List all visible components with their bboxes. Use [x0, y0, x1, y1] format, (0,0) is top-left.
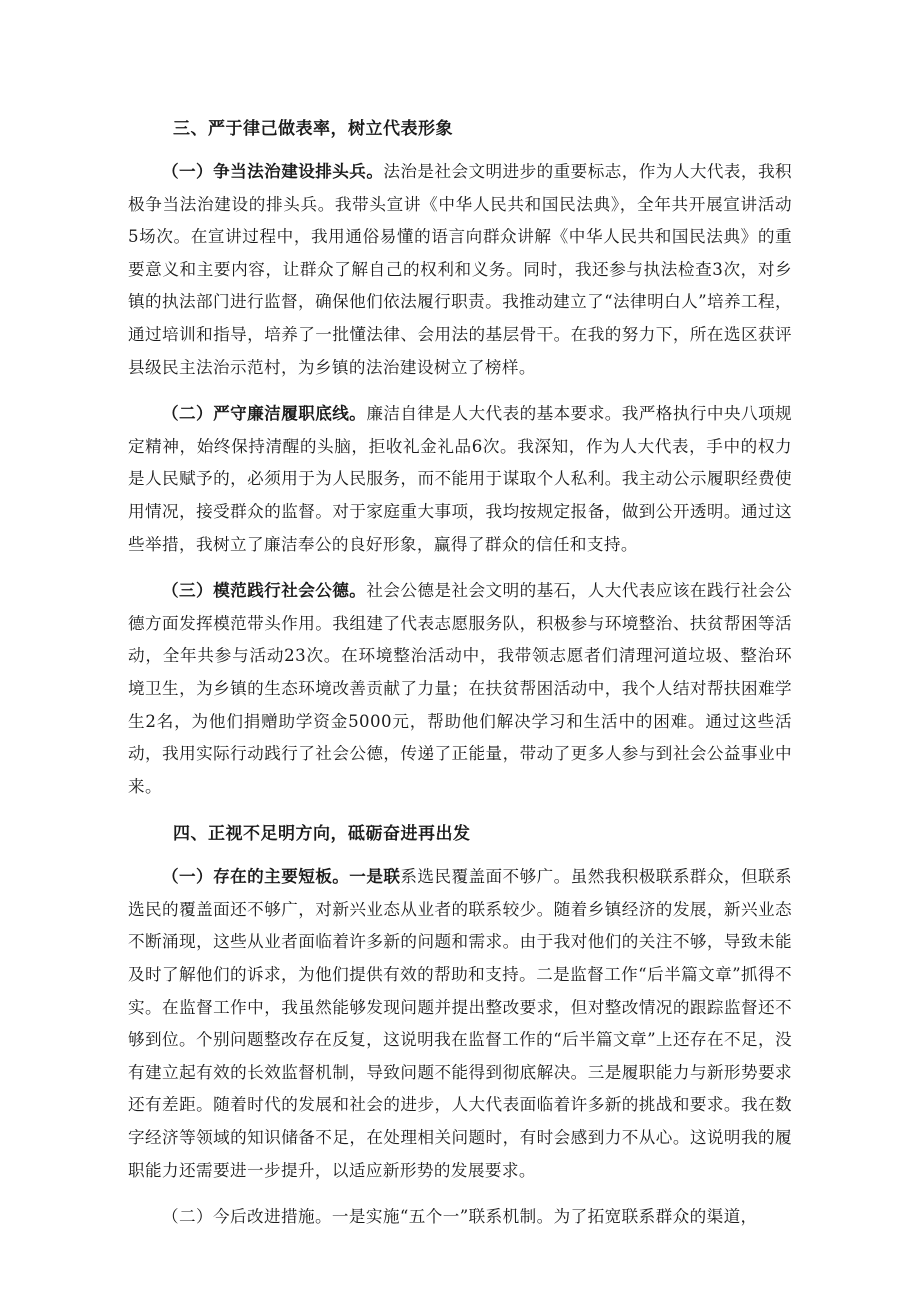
paragraph-text: （二）今后改进措施。一是实施“五个一”联系机制。为了拓宽联系群众的渠道，: [162, 1207, 758, 1227]
paragraph-rule-of-law: [128, 156, 792, 384]
paragraph-text: 系选民覆盖面不够广。虽然我积极联系群众，但联系选民的覆盖面还不够广，对新兴业态从业者的联系较少。随着乡镇经济的发展，新兴业态不断涌现，这些从业者面临着许多新的问题和需求。由于我对他们的关注不够，导致未能及时了解他们的诉求，为他们提供有效的帮助和支持。二是监督工作“后半篇文章”抓得不实。在监督工作中，我虽然能够发现问题并提出整改要求，但对整改情况的跟踪监督还不够到位。个别问题整改存在反复，这说明我在监督工作的“后半篇文章”上还存在不足，没有建立起有效的长效监督机制，导致问题不能得到彻底解决。三是履职能力与新形势要求还有差距。随着时代的发展和社会的进步，人大代表面临着许多新的挑战和要求。我在数字经济等领域的知识储备不足，在处理相关问题时，有时会感到力不从心。这说明我的履职能力还需要进一步提升，以适应新形势的发展要求。: [128, 867, 792, 1180]
paragraph-text: 社会公德是社会文明的基石，人大代表应该在践行社会公德方面发挥模范带头作用。我组建了代表志愿服务队，积极参与环境整治、扶贫帮困等活动，全年共参与活动23次。在环境整治活动中，我带领志愿者们清理河道垃圾、整治环境卫生，为乡镇的生态环境改善贡献了力量；在扶贫帮困活动中，我个人结对帮扶困难学生2名，为他们捐赠助学资金5000元，帮助他们解决学习和生活中的困难。通过这些活动，我用实际行动践行了社会公德，传递了正能量，带动了更多人参与到社会公益事业中来。: [128, 581, 792, 796]
paragraph-text: 法治是社会文明进步的重要标志，作为人大代表，我积极争当法治建设的排头兵。我带头宣讲《中华人民共和国民法典》，全年共开展宣讲活动5场次。在宣讲过程中，我用通俗易懂的语言向群众讲解《中华人民共和国民法典》的重要意义和主要内容，让群众了解自己的权利和义务。同时，我还参与执法检查3次，对乡镇的执法部门进行监督，确保他们依法履行职责。我推动建立了“法律明白人”培养工程，通过培训和指导，培养了一批懂法律、会用法的基层骨干。在我的努力下，所在选区获评县级民主法治示范村，为乡镇的法治建设树立了榜样。: [128, 162, 792, 377]
paragraph-lead: （三）模范践行社会公德。: [162, 581, 367, 601]
paragraph-lead: （二）严守廉洁履职底线。: [162, 404, 367, 424]
paragraph-lead: （一）存在的主要短板。一是联: [162, 867, 401, 887]
paragraph-lead: （一）争当法治建设排头兵。: [162, 162, 384, 181]
paragraph-improvements: [128, 1201, 792, 1234]
section-heading-3: 三、严于律己做表率，树立代表形象: [173, 119, 453, 139]
section-heading-4: 四、正视不足明方向，砥砺奋进再出发: [173, 824, 471, 845]
paragraph-integrity: [128, 398, 792, 561]
paragraph-social-morality: [128, 575, 792, 803]
paragraph-text: 廉洁自律是人大代表的基本要求。我严格执行中央八项规定精神，始终保持清醒的头脑，拒收礼金礼品6次。我深知，作为人大代表，手中的权力是人民赋予的，必须用于为人民服务，而不能用于谋取个人私利。我主动公示履职经费使用情况，接受群众的监督。对于家庭重大事项，我均按规定报备，做到公开透明。通过这些举措，我树立了廉洁奉公的良好形象，赢得了群众的信任和支持。: [128, 404, 792, 554]
paragraph-shortcomings: [128, 861, 792, 1187]
